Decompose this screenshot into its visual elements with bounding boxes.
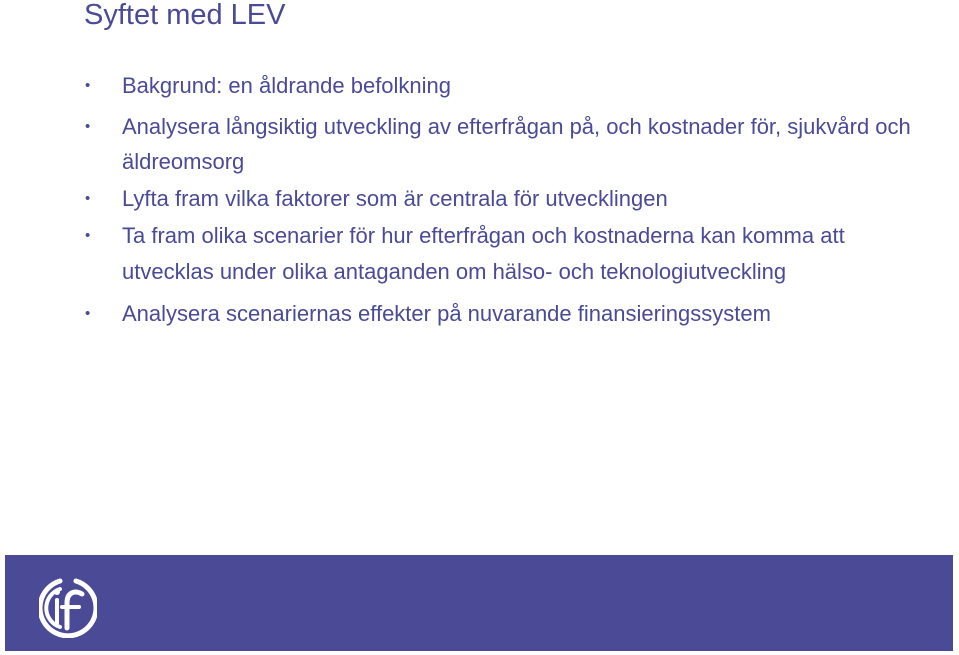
bullet-text: Bakgrund: en åldrande befolkning [122, 73, 452, 98]
bullet-item-background [84, 68, 914, 103]
bullet-item-factors [84, 181, 914, 216]
bullet-item-analysis [84, 109, 914, 179]
bullet-dot-icon: • [85, 77, 91, 94]
bullet-text: Ta fram olika scenarier för hur efterfrågan och kostnaderna kan komma att utvecklas under olika antaganden om hälso- och teknologiutveckling [122, 223, 845, 284]
bullet-list [84, 68, 914, 331]
bullet-text: Analysera scenariernas effekter på nuvarande finansieringssystem [122, 301, 771, 326]
bullet-item-financing [84, 296, 914, 331]
slide-title: Syftet med LEV [84, 0, 286, 31]
bullet-dot-icon: • [85, 305, 91, 322]
bullet-item-scenarios [84, 218, 914, 290]
bullet-dot-icon: • [85, 190, 91, 207]
bullet-text: Analysera långsiktig utveckling av efterfrågan på, och kostnader för, sjukvård och äldreomsorg [122, 114, 911, 174]
bullet-text: Lyfta fram vilka faktorer som är centrala för utvecklingen [122, 186, 668, 211]
bullet-dot-icon: • [85, 227, 91, 244]
if-logo-icon [39, 568, 97, 638]
bullet-dot-icon: • [85, 118, 91, 135]
footer-band [5, 555, 953, 651]
